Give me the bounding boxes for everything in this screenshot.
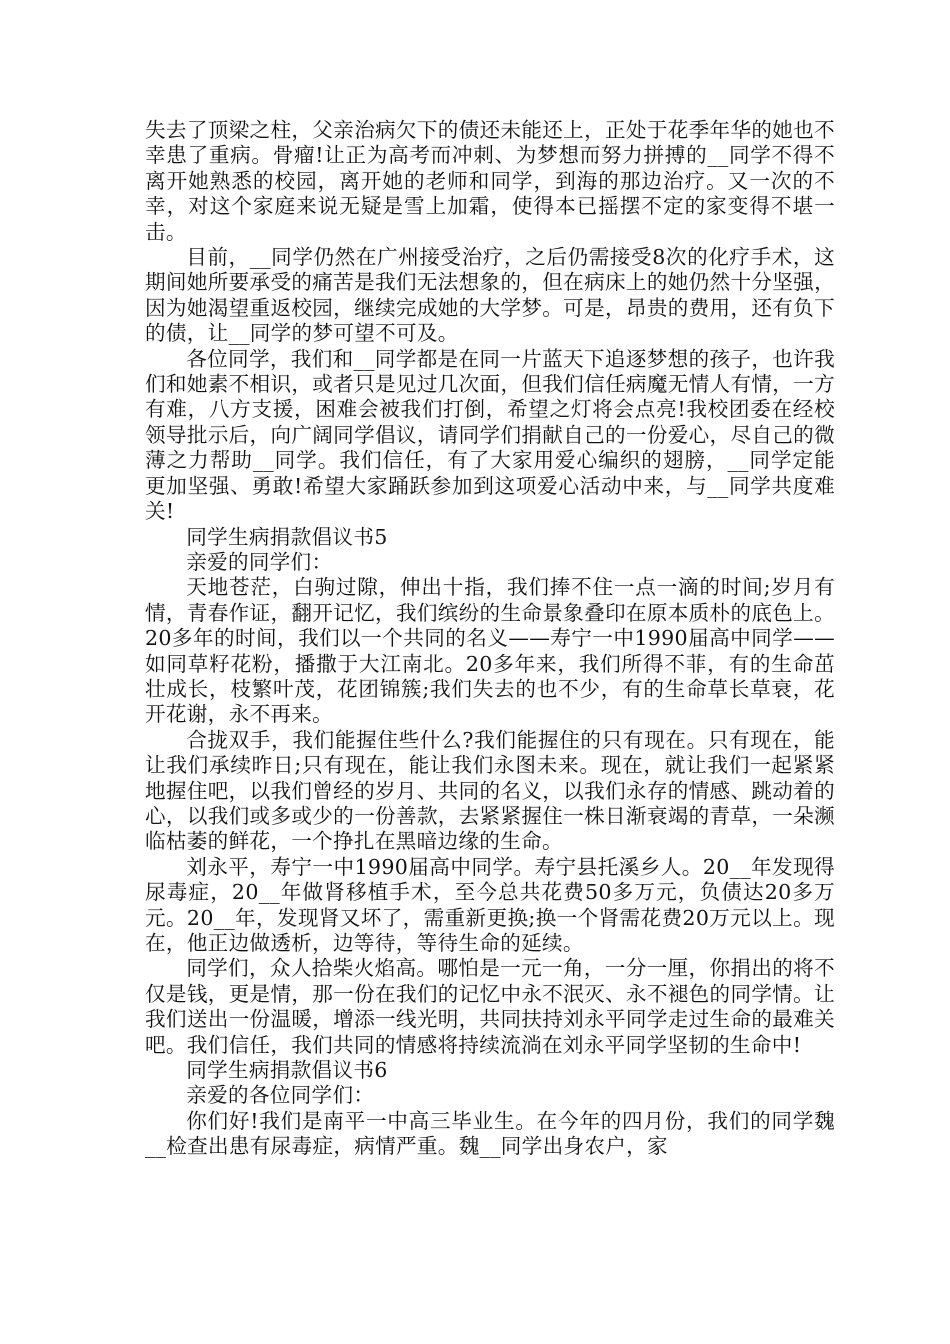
salutation-5: 亲爱的同学们：	[186, 549, 333, 574]
paragraph-1: 失去了顶梁之柱，父亲治病欠下的债还未能还上，正处于花季年华的她也不幸患了重病。骨瘤!让正为高考而冲刺、为梦想而努力拼搏的__同学不得不离开她熟悉的校园，离开她的老师和同学，到海的那边治疗。又一次的不幸，对这个家庭来说无疑是雪上加霜，使得本已摇摆不定的家变得不堪一击。	[145, 118, 835, 244]
paragraph-12: 你们好!我们是南平一中高三毕业生。在今年的四月份，我们的同学魏__检查出患有尿毒症，病情严重。魏__同学出身农户，家	[145, 1108, 835, 1159]
section-heading-5: 同学生病捐款倡议书5	[186, 524, 388, 549]
paragraph-9: 同学们，众人拾柴火焰高。哪怕是一元一角，一分一厘，你捐出的将不仅是钱，更是情，那一份在我们的记忆中永不泯灭、永不褪色的同学情。让我们送出一份温暖，增添一线光明，共同扶持刘永平同学走过生命的最难关吧。我们信任，我们共同的情感将持续流淌在刘永平同学坚韧的生命中!	[145, 956, 835, 1057]
paragraph-7: 合拢双手，我们能握住些什么?我们能握住的只有现在。只有现在，能让我们承续昨日;只有现在，能让我们永图未来。现在，就让我们一起紧紧地握住吧，以我们曾经的岁月、共同的名义，以我们永存的情感、跳动着的心，以我们或多或少的一份善款，去紧紧握住一株日渐衰竭的青草，一朵濒临枯萎的鲜花，一个挣扎在黑暗边缘的生命。	[145, 727, 835, 854]
paragraph-3: 各位同学，我们和__同学都是在同一片蓝天下追逐梦想的孩子，也许我们和她素不相识，或者只是见过几次面，但我们信任病魔无情人有情，一方有难，八方支援，困难会被我们打倒，希望之灯将会点亮!我校团委在经校领导批示后，向广阔同学倡议，请同学们捐献自己的一份爱心，尽自己的微薄之力帮助__同学。我们信任，有了大家用爱心编织的翅膀，__同学定能更加坚强、勇敢!希望大家踊跃参加到这项爱心活动中来，与__同学共度难关!	[145, 346, 835, 524]
paragraph-2: 目前，__同学仍然在广州接受治疗，之后仍需接受8次的化疗手术，这期间她所要承受的痛苦是我们无法想象的，但在病床上的她仍然十分坚强，因为她渴望重返校园，继续完成她的大学梦。可是，昂贵的费用，还有负下的债，让__同学的梦可望不可及。	[145, 245, 835, 346]
document-body	[145, 118, 835, 1160]
paragraph-8: 刘永平，寿宁一中1990届高中同学。寿宁县托溪乡人。20__年发现得尿毒症，20__年做肾移植手术，至今总共花费50多万元，负债达20多万元。20__年，发现肾又坏了，需重新更换;换一个肾需花费20万元以上。现在，他正边做透析，边等待，等待生命的延续。	[145, 854, 835, 955]
section-heading-6: 同学生病捐款倡议书6	[186, 1058, 388, 1083]
paragraph-6: 天地苍茫，白驹过隙，伸出十指，我们捧不住一点一滴的时间;岁月有情，青春作证，翻开记忆，我们缤纷的生命景象叠印在原本质朴的底色上。20多年的时间，我们以一个共同的名义——寿宁一中1990届高中同学——如同草籽花粉，播撒于大江南北。20多年来，我们所得不菲，有的生命茁壮成长，枝繁叶茂，花团锦簇;我们失去的也不少，有的生命草长草衰，花开花谢，永不再来。	[145, 575, 835, 727]
salutation-6: 亲爱的各位同学们：	[186, 1083, 375, 1108]
